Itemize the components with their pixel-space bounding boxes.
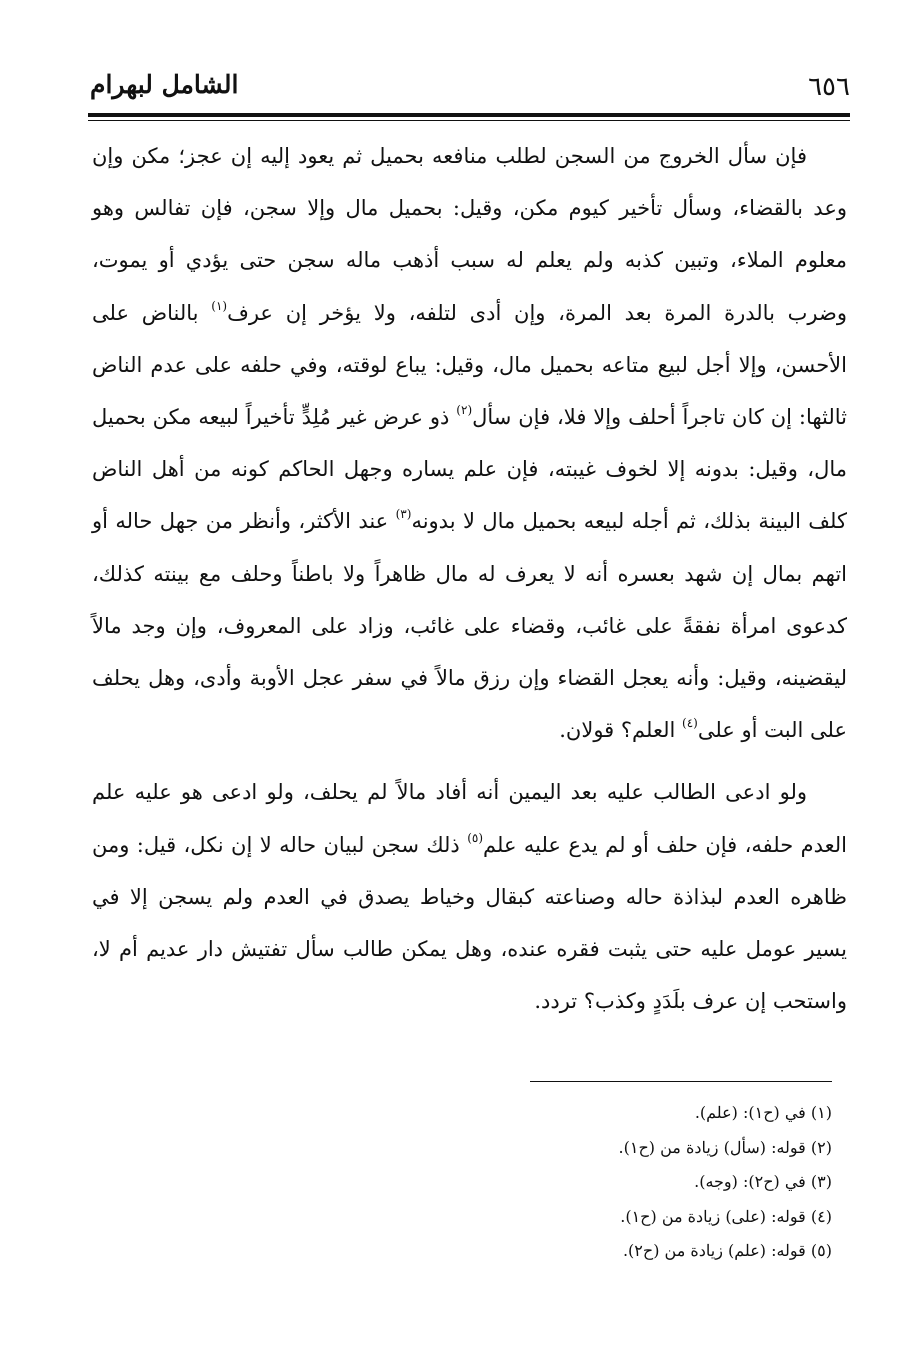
footnote-4: (٤) قوله: (على) زيادة من (ح١). — [620, 1206, 832, 1226]
header-rule-thick — [88, 113, 850, 117]
page-number: ٦٥٦ — [808, 72, 850, 102]
running-title: الشامل لبهرام — [90, 70, 239, 99]
footnote-3: (٣) في (ح٢): (وجه). — [694, 1172, 832, 1191]
paragraph-1 — [92, 130, 847, 756]
header-rule-thin — [88, 120, 850, 121]
paragraph-2-text-b: ذلك سجن لبيان حاله لا إن نكل، قيل: ومن ظاهره العدم لبذاذة حاله وصناعته كبقال وخياط يصدق في العدم ولم يسجن إلا في يسير عومل عليه حتى يثبت فقره عنده، وهل يمكن طالب سأل تفتيش دار عديم أم لا، واستحب إن عرف بلَدَدٍ وكذب؟ تردد. — [92, 832, 847, 1014]
footnote-marker-4: (٤) — [682, 716, 698, 731]
footnote-marker-3: (٣) — [395, 507, 412, 522]
footnote-marker-5: (٥) — [467, 830, 484, 845]
paragraph-2-text-a: ولو ادعى الطالب عليه بعد اليمين أنه أفاد مالاً لم يحلف، ولو ادعى هو عليه علم العدم حلفه، فإن حلف أو لم يدع عليه علم — [92, 780, 847, 857]
footnote-separator — [530, 1081, 832, 1082]
footnote-5: (٥) قوله: (علم) زيادة من (ح٢). — [622, 1241, 832, 1260]
paragraph-2 — [92, 766, 847, 1027]
page-header — [90, 68, 850, 108]
footnote-2: (٢) قوله: (سأل) زيادة من (ح١). — [618, 1137, 832, 1157]
paragraph-1-text-b: بالناض على الأحسن، وإلا أجل لبيع متاعه بحميل مال، وقيل: يباع لوقته، وفي حلفه على عدم الناض ثالثها: إن كان تاجراً أحلف وإلا فلا، فإن سأل — [92, 300, 847, 430]
footnote-marker-2: (٢) — [456, 403, 473, 418]
footnote-marker-1: (١) — [211, 298, 228, 313]
footnotes — [440, 1096, 832, 1269]
main-text — [92, 130, 847, 1027]
paragraph-1-text-e: العلم؟ قولان. — [559, 718, 682, 743]
paragraph-1-text-c: ذو عرض غير مُلِدٍّ تأخيراً لبيعه مكن بحميل مال، وقيل: بدونه إلا لخوف غيبته، فإن علم يساره وجهل الحاكم كونه من أهل الناض كلف البينة بذلك، ثم أجله لبيعه بحميل مال لا بدونه — [92, 405, 847, 534]
paragraph-1-text-a: فإن سأل الخروج من السجن لطلب منافعه بحميل ثم يعود إليه إن عجز؛ مكن وإن وعد بالقضاء، وسأل تأخير كيوم مكن، وقيل: بحميل مال وإلا سجن، فإن تفالس وهو معلوم الملاء، وتبين كذبه ولم يعلم له سبب أذهب ماله سجن حتى يؤدي أو يموت، وضرب بالدرة المرة بعد المرة، وإن أدى لتلفه، ولا يؤخر إن عرف — [92, 144, 847, 325]
footnote-1: (١) في (ح١): (علم). — [694, 1103, 832, 1122]
paragraph-1-text-d: عند الأكثر، وأنظر من جهل حاله أو اتهم بمال إن شهد بعسره أنه لا يعرف له مال ظاهراً ولا باطناً وحلف مع بينته كذلك، كدعوى امرأة نفقةً على غائب، وقضاء على غائب، وزاد على المعروف، وإن وجد مالاً ليقضينه، وقيل: وأنه يعجل القضاء وإن رزق مالاً في سفر عجل الأوبة وأدى، وهل يحلف على البت أو على — [92, 509, 847, 743]
